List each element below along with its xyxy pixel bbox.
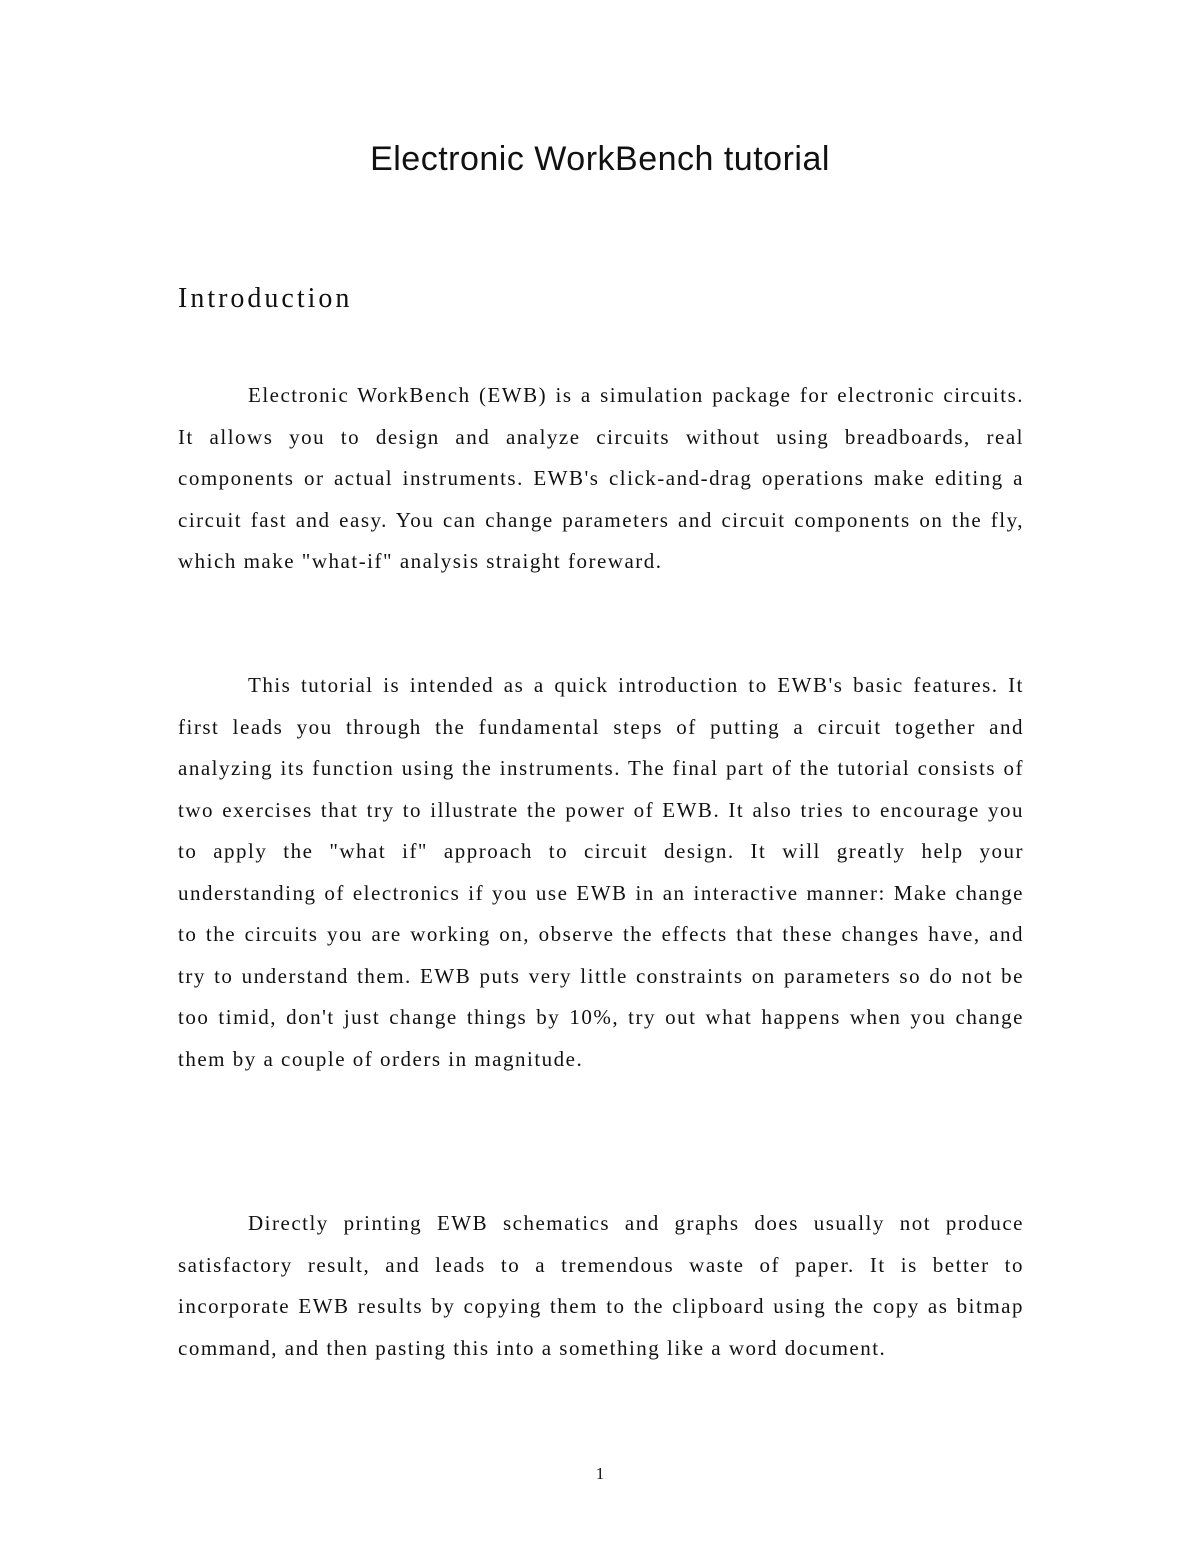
paragraph-intro-overview: Electronic WorkBench (EWB) is a simulation package for electronic circuits. It allows you to design and analyze circuits without using breadboards, real components or actual instruments. EWB's click-and-drag operations make editing a circuit fast and easy. You can change parameters and circuit components on the fly, which make "what-if" analysis straight foreward.	[178, 383, 1024, 573]
paragraph-printing-advice: Directly printing EWB schematics and graphs does usually not produce satisfactory result, and leads to a tremendous waste of paper. It is better to incorporate EWB results by copying them to the clipboard using the copy as bitmap command, and then pasting this into a something like a word document.	[178, 1211, 1024, 1360]
page-number: 1	[595, 1464, 605, 1483]
paragraph-tutorial-purpose: This tutorial is intended as a quick introduction to EWB's basic features. It first leads you through the fundamental steps of putting a circuit together and analyzing its function using the instruments. The final part of the tutorial consists of two exercises that try to illustrate the power of EWB. It also tries to encourage you to apply the "what if" approach to circuit design. It will greatly help your understanding of electronics if you use EWB in an interactive manner: Make change to the circuits you are working on, observe the effects that these changes have, and try to understand them. EWB puts very little constraints on parameters so do not be too timid, don't just change things by 10%, try out what happens when you change them by a couple of orders in magnitude.	[178, 673, 1024, 1071]
section-heading-introduction: Introduction	[178, 283, 353, 314]
document-title: Electronic WorkBench tutorial	[370, 140, 830, 178]
